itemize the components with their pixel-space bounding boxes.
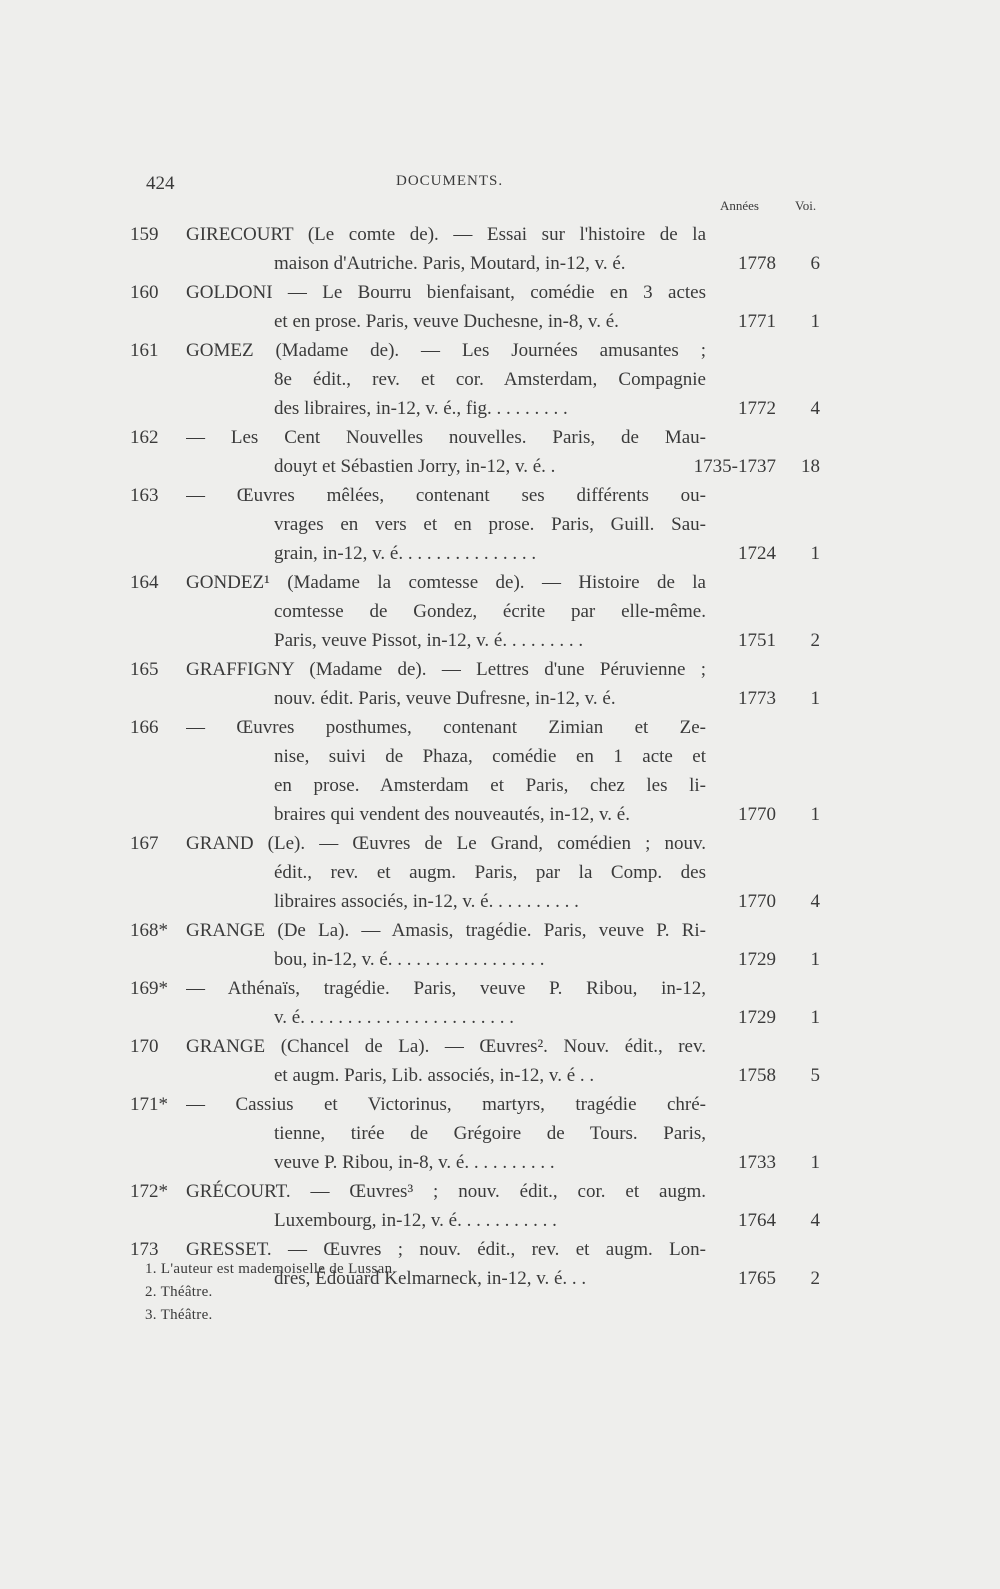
entry-line: — Les Cent Nouvelles nouvelles. Paris, de Mau- bbox=[186, 427, 706, 448]
entry-volumes: 18 bbox=[801, 456, 820, 477]
entry-number: 166 bbox=[130, 717, 159, 738]
footnote-1: 1. L'auteur est mademoiselle de Lussan. bbox=[145, 1261, 397, 1277]
entry-number: 173 bbox=[130, 1239, 159, 1260]
entry-text bbox=[186, 278, 706, 336]
catalog-entry bbox=[0, 336, 1000, 423]
catalog-entry bbox=[0, 1032, 1000, 1090]
entry-line: GONDEZ¹ (Madame la comtesse de). — Histoire de la bbox=[186, 572, 706, 593]
entry-year: 1772 bbox=[738, 398, 776, 419]
entry-line: Luxembourg, in-12, v. é. . . . . . . . . . . bbox=[274, 1210, 557, 1231]
entry-line: grain, in-12, v. é. . . . . . . . . . . . . . . bbox=[274, 543, 537, 564]
catalog-entry bbox=[0, 713, 1000, 829]
catalog-entry bbox=[0, 916, 1000, 974]
entry-text bbox=[186, 1032, 706, 1090]
entry-number: 162 bbox=[130, 427, 159, 448]
entry-number: 161 bbox=[130, 340, 159, 361]
entry-volumes: 2 bbox=[810, 1268, 820, 1289]
entry-number: 168* bbox=[130, 920, 168, 941]
entry-volumes: 1 bbox=[810, 543, 820, 564]
entry-volumes: 2 bbox=[810, 630, 820, 651]
entry-year: 1771 bbox=[738, 311, 776, 332]
entry-number: 160 bbox=[130, 282, 159, 303]
entry-line: bou, in-12, v. é. . . . . . . . . . . . . . . . . bbox=[274, 949, 545, 970]
catalog-entry bbox=[0, 423, 1000, 481]
entry-volumes: 4 bbox=[810, 398, 820, 419]
entry-line: GRANGE (De La). — Amasis, tragédie. Paris, veuve P. Ri- bbox=[186, 920, 706, 941]
entry-year: 1765 bbox=[738, 1268, 776, 1289]
entry-year: 1733 bbox=[738, 1152, 776, 1173]
entry-text bbox=[186, 336, 706, 423]
entry-volumes: 1 bbox=[810, 1152, 820, 1173]
entry-line: GRESSET. — Œuvres ; nouv. édit., rev. et augm. Lon- bbox=[186, 1239, 706, 1260]
entry-year: 1751 bbox=[738, 630, 776, 651]
entry-text bbox=[186, 568, 706, 655]
entry-line: et en prose. Paris, veuve Duchesne, in-8, v. é. bbox=[274, 311, 619, 332]
entry-year: 1770 bbox=[738, 804, 776, 825]
entry-line: vrages en vers et en prose. Paris, Guill. Sau- bbox=[274, 514, 706, 535]
entry-list bbox=[0, 220, 1000, 1293]
entry-number: 159 bbox=[130, 224, 159, 245]
entry-line: GIRECOURT (Le comte de). — Essai sur l'histoire de la bbox=[186, 224, 706, 245]
entry-text bbox=[186, 655, 706, 713]
entry-text bbox=[186, 481, 706, 568]
entry-text bbox=[186, 713, 706, 829]
entry-line: GRAND (Le). — Œuvres de Le Grand, comédien ; nouv. bbox=[186, 833, 706, 854]
entry-year: 1729 bbox=[738, 1007, 776, 1028]
entry-line: libraires associés, in-12, v. é. . . . . . . . . . bbox=[274, 891, 579, 912]
entry-volumes: 1 bbox=[810, 688, 820, 709]
entry-line: douyt et Sébastien Jorry, in-12, v. é. . bbox=[274, 456, 556, 477]
entry-year: 1729 bbox=[738, 949, 776, 970]
entry-year: 1778 bbox=[738, 253, 776, 274]
entry-volumes: 1 bbox=[810, 804, 820, 825]
entry-year: 1764 bbox=[738, 1210, 776, 1231]
entry-number: 164 bbox=[130, 572, 159, 593]
footnotes bbox=[145, 1258, 645, 1327]
entry-line: édit., rev. et augm. Paris, par la Comp. des bbox=[274, 862, 706, 883]
catalog-entry bbox=[0, 1090, 1000, 1177]
entry-year: 1758 bbox=[738, 1065, 776, 1086]
entry-volumes: 5 bbox=[810, 1065, 820, 1086]
entry-text bbox=[186, 1177, 706, 1235]
entry-text bbox=[186, 220, 706, 278]
footnote-3: 3. Théâtre. bbox=[145, 1307, 213, 1323]
entry-line: — Athénaïs, tragédie. Paris, veuve P. Ribou, in-12, bbox=[186, 978, 706, 999]
entry-volumes: 1 bbox=[810, 311, 820, 332]
entry-volumes: 6 bbox=[810, 253, 820, 274]
entry-number: 170 bbox=[130, 1036, 159, 1057]
entry-text bbox=[186, 423, 706, 481]
entry-line: 8e édit., rev. et cor. Amsterdam, Compagnie bbox=[274, 369, 706, 390]
entry-line: v. é. . . . . . . . . . . . . . . . . . . . . . . bbox=[274, 1007, 514, 1028]
catalog-entry bbox=[0, 568, 1000, 655]
entry-volumes: 1 bbox=[810, 1007, 820, 1028]
entry-line: braires qui vendent des nouveautés, in-12, v. é. bbox=[274, 804, 630, 825]
entry-text bbox=[186, 974, 706, 1032]
footnote-2: 2. Théâtre. bbox=[145, 1284, 213, 1300]
running-head bbox=[146, 173, 726, 199]
entry-line: — Œuvres mêlées, contenant ses différents ou- bbox=[186, 485, 706, 506]
entry-number: 165 bbox=[130, 659, 159, 680]
entry-number: 172* bbox=[130, 1181, 168, 1202]
entry-year: 1773 bbox=[738, 688, 776, 709]
entry-line: GRAFFIGNY (Madame de). — Lettres d'une Péruvienne ; bbox=[186, 659, 706, 680]
entry-line: dres, Édouard Kelmarneck, in-12, v. é. . . bbox=[274, 1268, 587, 1289]
entry-line: GRÉCOURT. — Œuvres³ ; nouv. édit., cor. et augm. bbox=[186, 1181, 706, 1202]
entry-text bbox=[186, 916, 706, 974]
entry-text bbox=[186, 1090, 706, 1177]
catalog-entry bbox=[0, 1177, 1000, 1235]
catalog-entry bbox=[0, 829, 1000, 916]
entry-line: GOLDONI — Le Bourru bienfaisant, comédie en 3 actes bbox=[186, 282, 706, 303]
page-number: 424 bbox=[146, 173, 175, 194]
entry-volumes: 1 bbox=[810, 949, 820, 970]
entry-number: 169* bbox=[130, 978, 168, 999]
entry-number: 167 bbox=[130, 833, 159, 854]
entry-line: maison d'Autriche. Paris, Moutard, in-12, v. é. bbox=[274, 253, 626, 274]
entry-number: 163 bbox=[130, 485, 159, 506]
column-header-volumes: Voi. bbox=[795, 198, 817, 213]
entry-volumes: 4 bbox=[810, 891, 820, 912]
catalog-entry bbox=[0, 655, 1000, 713]
entry-line: tienne, tirée de Grégoire de Tours. Paris, bbox=[274, 1123, 706, 1144]
running-title: DOCUMENTS. bbox=[396, 173, 504, 189]
entry-year: 1724 bbox=[738, 543, 776, 564]
entry-line: et augm. Paris, Lib. associés, in-12, v. é . . bbox=[274, 1065, 595, 1086]
column-header-years: Années bbox=[720, 198, 759, 213]
catalog-entry bbox=[0, 481, 1000, 568]
catalog-entry bbox=[0, 220, 1000, 278]
entry-line: GOMEZ (Madame de). — Les Journées amusantes ; bbox=[186, 340, 706, 361]
entry-line: nouv. édit. Paris, veuve Dufresne, in-12, v. é. bbox=[274, 688, 616, 709]
entry-line: comtesse de Gondez, écrite par elle-même. bbox=[274, 601, 706, 622]
entry-line: — Cassius et Victorinus, martyrs, tragédie chré- bbox=[186, 1094, 706, 1115]
catalog-entry bbox=[0, 278, 1000, 336]
entry-year: 1735-1737 bbox=[693, 456, 776, 477]
entry-line: Paris, veuve Pissot, in-12, v. é. . . . . . . . . bbox=[274, 630, 584, 651]
entry-line: en prose. Amsterdam et Paris, chez les li- bbox=[274, 775, 706, 796]
entry-number: 171* bbox=[130, 1094, 168, 1115]
entry-line: nise, suivi de Phaza, comédie en 1 acte et bbox=[274, 746, 706, 767]
catalog-entry bbox=[0, 974, 1000, 1032]
entry-line: GRANGE (Chancel de La). — Œuvres². Nouv. édit., rev. bbox=[186, 1036, 706, 1057]
entry-line: veuve P. Ribou, in-8, v. é. . . . . . . . . . bbox=[274, 1152, 555, 1173]
entry-line: des libraires, in-12, v. é., fig. . . . . . . . . bbox=[274, 398, 568, 419]
entry-line: — Œuvres posthumes, contenant Zimian et Ze- bbox=[186, 717, 706, 738]
entry-text bbox=[186, 829, 706, 916]
entry-volumes: 4 bbox=[810, 1210, 820, 1231]
entry-year: 1770 bbox=[738, 891, 776, 912]
